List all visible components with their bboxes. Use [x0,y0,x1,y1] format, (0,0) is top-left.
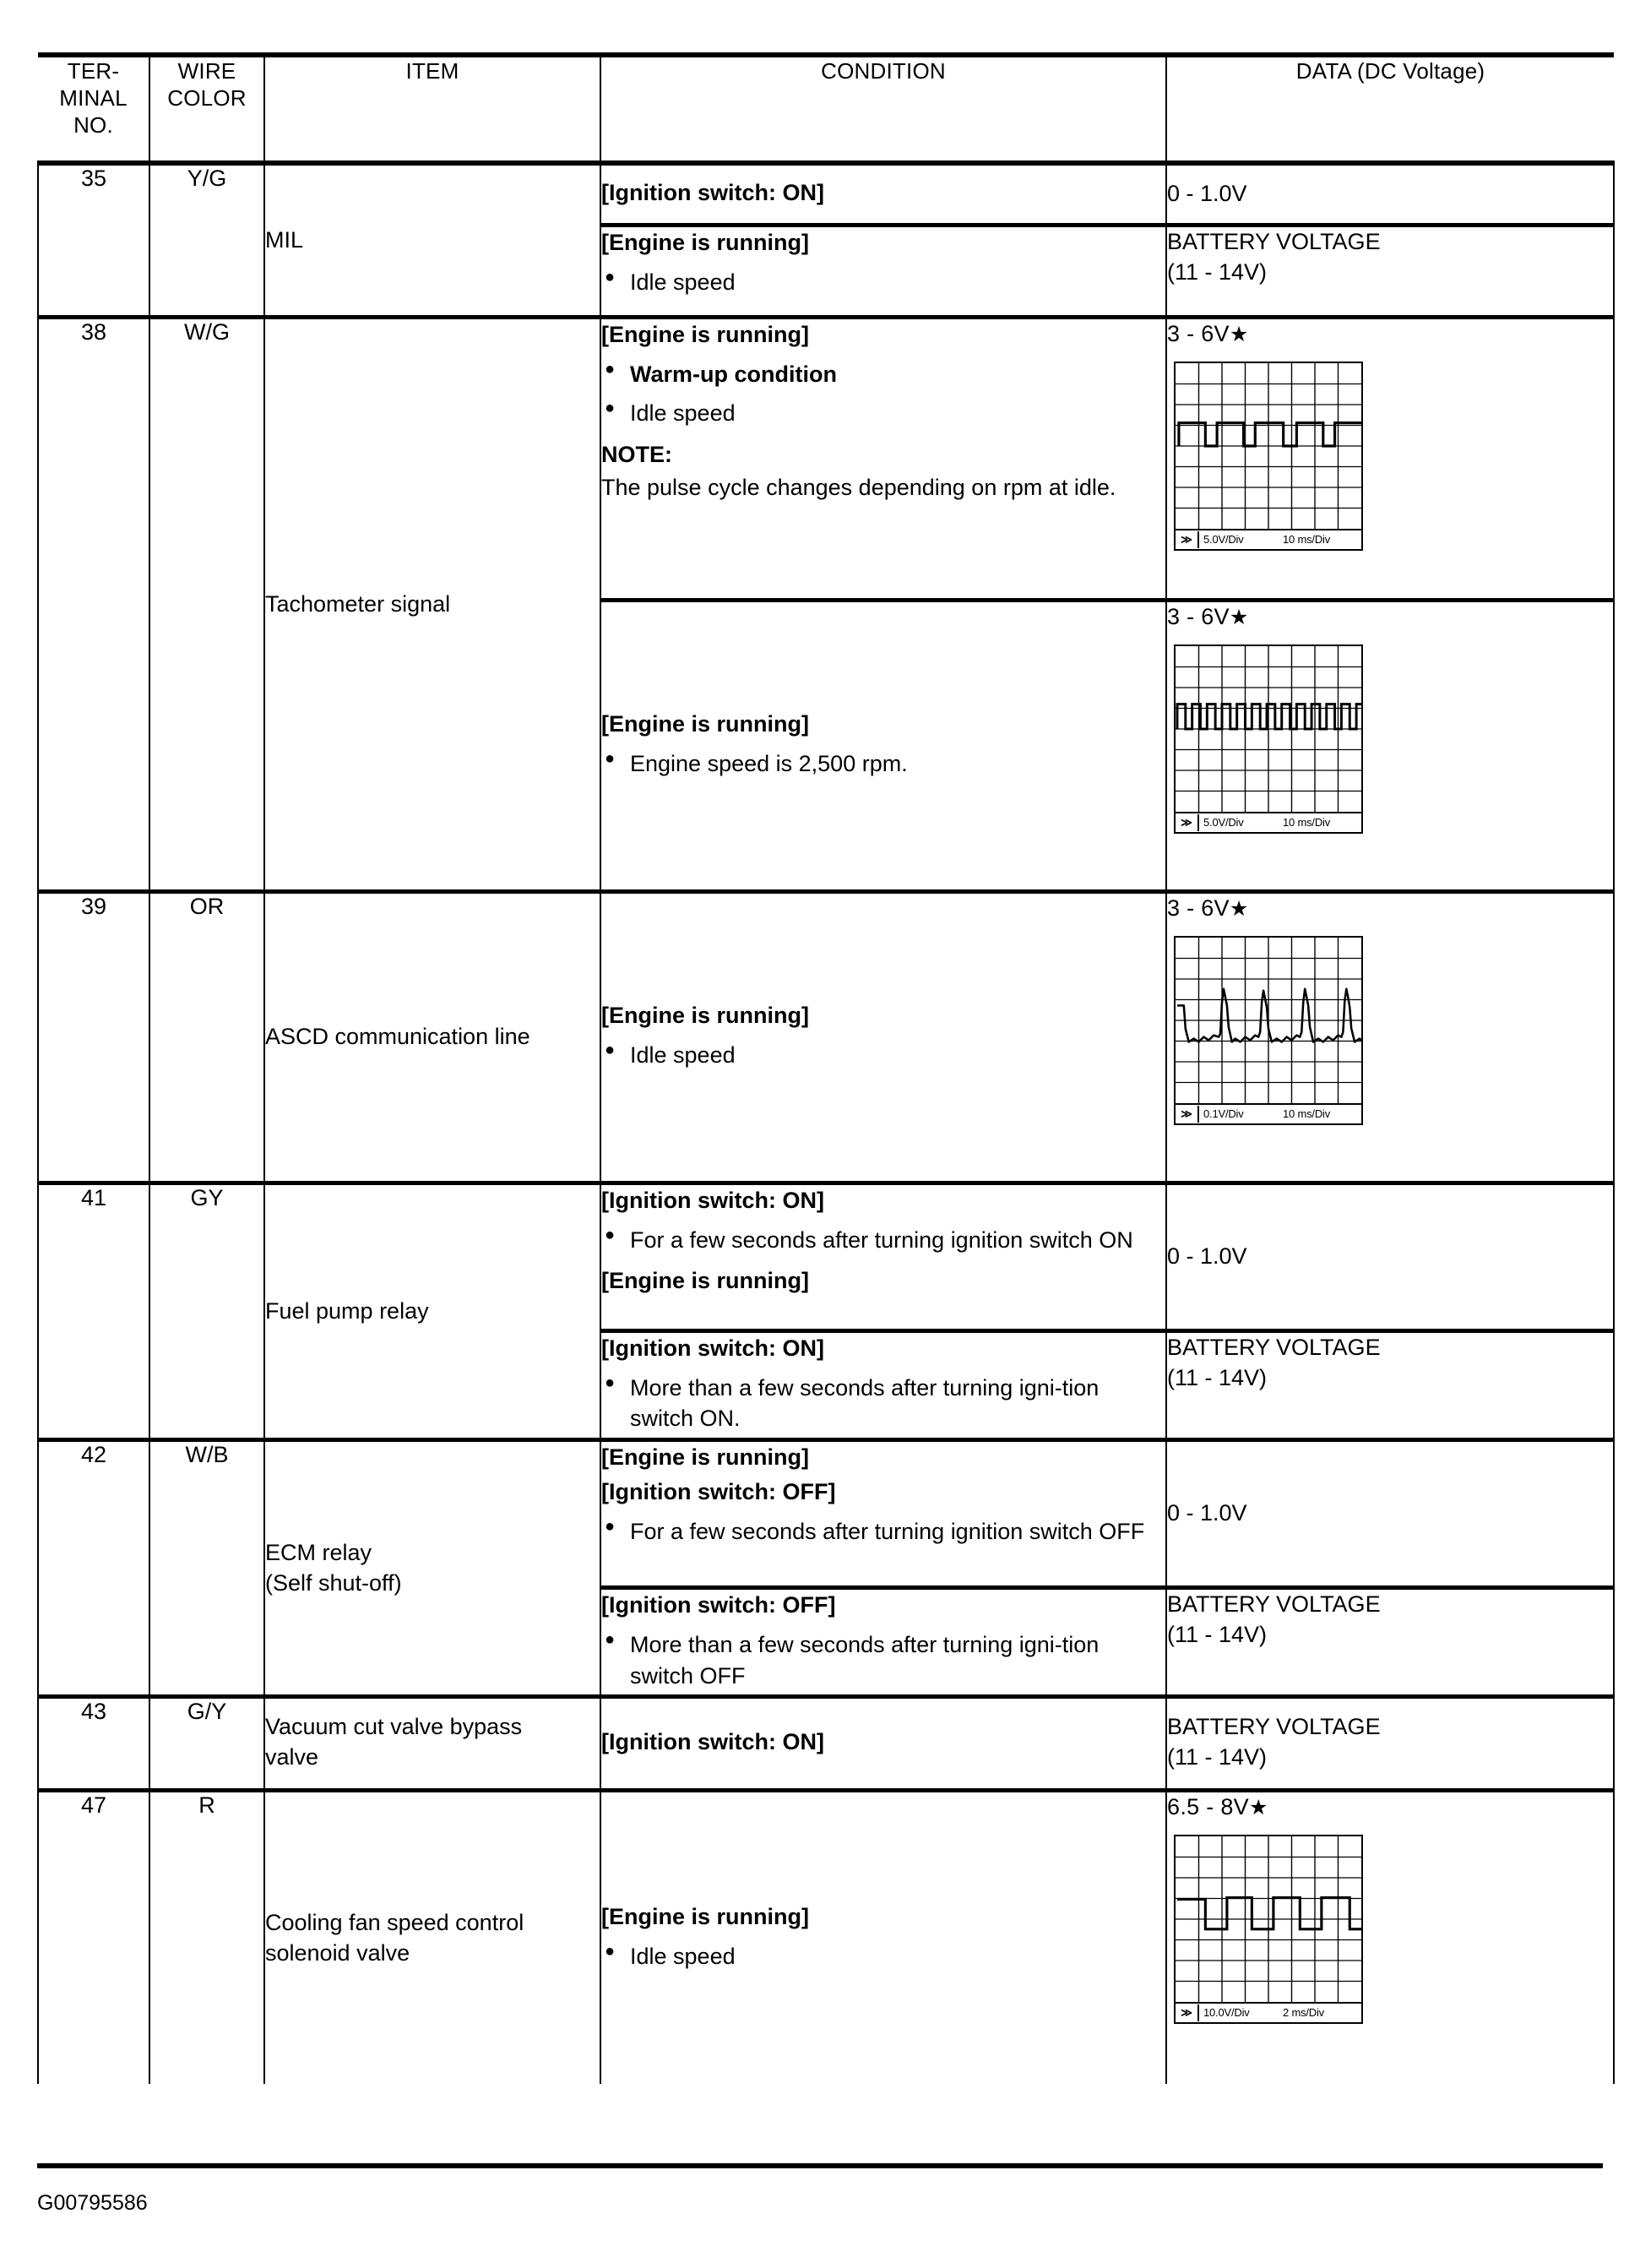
oscilloscope-waveform [1174,1835,1613,2024]
data-cell [1166,163,1614,226]
column-header-wire-color [149,55,264,163]
condition-bullet: ● Warm-up condition [601,359,1165,390]
table-body [38,163,1614,2084]
oscilloscope-waveform [1174,645,1613,834]
header-line-3: NO. [73,112,113,139]
scope-grid-and-trace [1176,646,1361,812]
data-value-secondary: (11 - 14V) [1167,1364,1268,1390]
table-row [38,892,1614,1183]
condition-header: [Ignition switch: ON] [601,1188,824,1213]
table-row [38,1440,1614,1588]
header-line-1: TER- [67,58,120,84]
item-line-1: Vacuum cut valve bypass [265,1714,523,1740]
item-cell: ASCD communication line [264,892,600,1183]
condition-bullet: ● More than a few seconds after turning igni-tion switch ON. [601,1373,1165,1434]
ecm-terminal-spec-table [37,52,1615,2084]
item-line-1: ECM relay [265,1540,372,1566]
data-value: 0 - 1.0V [1167,181,1247,207]
condition-bullet: ● Engine speed is 2,500 rpm. [601,748,1165,780]
condition-header: [Ignition switch: ON] [601,179,824,205]
condition-header: [Engine is running] [601,1003,809,1029]
data-value: 0 - 1.0V [1167,1500,1247,1526]
scope-time-per-div: 10 ms/Div [1283,816,1330,829]
wire-color-cell: W/G [149,318,264,892]
data-value: 6.5 - 8V [1167,1794,1249,1820]
scope-arrows-icon: ≫ [1176,531,1199,548]
scope-arrows-icon: ≫ [1176,1106,1199,1123]
scope-volts-per-div: 10.0V/Div [1203,2006,1250,2020]
terminal-no-cell: 42 [38,1440,149,1697]
scope-screen [1174,1835,1363,2004]
data-cell [1166,226,1614,318]
condition-header: [Engine is running] [601,1904,809,1930]
scope-scale-bar [1174,2004,1363,2024]
condition-cell [600,1331,1166,1440]
oscilloscope-waveform [1174,936,1613,1125]
condition-cell [600,601,1166,892]
scope-arrows-icon: ≫ [1176,2004,1199,2021]
terminal-no-cell: 39 [38,892,149,1183]
data-cell [1166,318,1614,601]
bottom-divider [37,2163,1603,2168]
data-value-secondary: (11 - 14V) [1167,1743,1268,1770]
data-cell [1166,1440,1614,1588]
header-line-1: WIRE [177,58,236,84]
terminal-no-cell: 35 [38,163,149,318]
scope-grid-and-trace [1176,363,1361,529]
data-cell [1166,1183,1614,1331]
data-voltage-range [1167,1792,1613,1823]
table-row [38,1791,1614,2085]
scope-screen [1174,362,1363,530]
data-value-secondary: (11 - 14V) [1167,1621,1268,1647]
scope-scale-bar [1174,530,1363,551]
item-cell [264,1791,600,2085]
wire-color-cell: OR [149,892,264,1183]
condition-bullet: ● More than a few seconds after turning igni-tion switch OFF [601,1629,1165,1691]
condition-cell [600,1183,1166,1331]
item-cell [264,1697,600,1791]
data-value: BATTERY VOLTAGE [1167,229,1381,254]
condition-bullet: ● Idle speed [601,267,1165,298]
table-header-row [38,55,1614,163]
terminal-no-cell: 47 [38,1791,149,2085]
star-icon: ★ [1229,897,1249,921]
condition-header: [Ignition switch: OFF] [601,1592,836,1618]
star-icon: ★ [1248,1796,1268,1820]
data-value: 0 - 1.0V [1167,1243,1247,1270]
data-value: 3 - 6V [1167,895,1230,921]
condition-header: [Engine is running] [601,322,809,347]
condition-header: [Engine is running] [601,1444,809,1471]
condition-cell [600,1697,1166,1791]
scope-volts-per-div: 5.0V/Div [1203,533,1244,547]
item-cell: Fuel pump relay [264,1183,600,1440]
scope-volts-per-div: 5.0V/Div [1203,816,1244,829]
wire-color-cell: R [149,1791,264,2085]
column-header-data: DATA (DC Voltage) [1166,55,1614,163]
star-icon: ★ [1229,323,1249,346]
condition-header-secondary: [Engine is running] [601,1268,809,1294]
wire-color-cell: G/Y [149,1697,264,1791]
data-value: BATTERY VOLTAGE [1167,1714,1381,1740]
wire-color-cell: Y/G [149,163,264,318]
data-voltage-range [1167,894,1613,924]
condition-bullet: ● Idle speed [601,1941,1165,1972]
header-line-2: COLOR [167,85,247,111]
scope-scale-bar [1174,813,1363,834]
condition-header: [Ignition switch: ON] [601,1335,824,1361]
scope-grid-and-trace [1176,1836,1361,2002]
data-value: BATTERY VOLTAGE [1167,1591,1381,1618]
condition-cell [600,318,1166,601]
data-cell [1166,892,1614,1183]
condition-cell [600,163,1166,226]
condition-header-secondary: [Ignition switch: OFF] [601,1478,836,1504]
condition-header: [Ignition switch: ON] [601,1728,824,1754]
condition-cell [600,892,1166,1183]
terminal-no-cell: 41 [38,1183,149,1440]
column-header-item: ITEM [264,55,600,163]
header-line-2: MINAL [59,85,128,111]
data-cell [1166,1791,1614,2085]
data-cell [1166,1331,1614,1440]
data-voltage-range [1167,319,1613,350]
oscilloscope-waveform [1174,362,1613,551]
data-value: BATTERY VOLTAGE [1167,1335,1381,1360]
data-value-secondary: (11 - 14V) [1167,258,1268,285]
table-row [38,1697,1614,1791]
condition-header: [Engine is running] [601,230,809,255]
condition-note-title: NOTE: [601,442,672,468]
condition-bullet: ● Idle speed [601,398,1165,429]
table-row [38,1183,1614,1331]
item-line-2: solenoid valve [265,1939,410,1966]
item-line-2: (Self shut-off) [265,1569,402,1596]
data-voltage-range [1167,602,1613,633]
table-row [38,318,1614,601]
scope-screen [1174,645,1363,813]
scope-time-per-div: 10 ms/Div [1283,1107,1330,1121]
scope-arrows-icon: ≫ [1176,814,1199,831]
wire-color-cell: GY [149,1183,264,1440]
scope-screen [1174,936,1363,1105]
condition-bullet: ● For a few seconds after turning ignition switch OFF [601,1516,1165,1547]
scope-time-per-div: 2 ms/Div [1283,2006,1324,2020]
data-cell [1166,1697,1614,1791]
table-row [38,163,1614,226]
wire-color-cell: W/B [149,1440,264,1697]
condition-note-text: The pulse cycle changes depending on rpm at idle. [601,474,1116,500]
condition-cell [600,1440,1166,1588]
scope-grid-and-trace [1176,938,1361,1103]
item-cell: MIL [264,163,600,318]
condition-cell [600,1588,1166,1697]
figure-reference-code: G00795586 [37,2191,148,2215]
terminal-no-cell: 38 [38,318,149,892]
scope-volts-per-div: 0.1V/Div [1203,1107,1244,1121]
condition-cell [600,226,1166,318]
column-header-terminal-no [38,55,149,163]
item-cell [264,1440,600,1697]
condition-cell [600,1791,1166,2085]
item-line-1: Cooling fan speed control [265,1910,524,1936]
data-cell [1166,1588,1614,1697]
column-header-condition: CONDITION [600,55,1166,163]
scope-time-per-div: 10 ms/Div [1283,533,1330,547]
scope-scale-bar [1174,1105,1363,1125]
data-cell [1166,601,1614,892]
item-cell: Tachometer signal [264,318,600,892]
terminal-no-cell: 43 [38,1697,149,1791]
star-icon: ★ [1229,606,1249,629]
item-line-2: valve [265,1743,319,1770]
condition-header: [Engine is running] [601,711,809,737]
data-value: 3 - 6V [1167,604,1230,629]
condition-bullet: ● Idle speed [601,1040,1165,1071]
condition-bullet: ● For a few seconds after turning ignition switch ON [601,1225,1165,1256]
data-value: 3 - 6V [1167,321,1230,346]
